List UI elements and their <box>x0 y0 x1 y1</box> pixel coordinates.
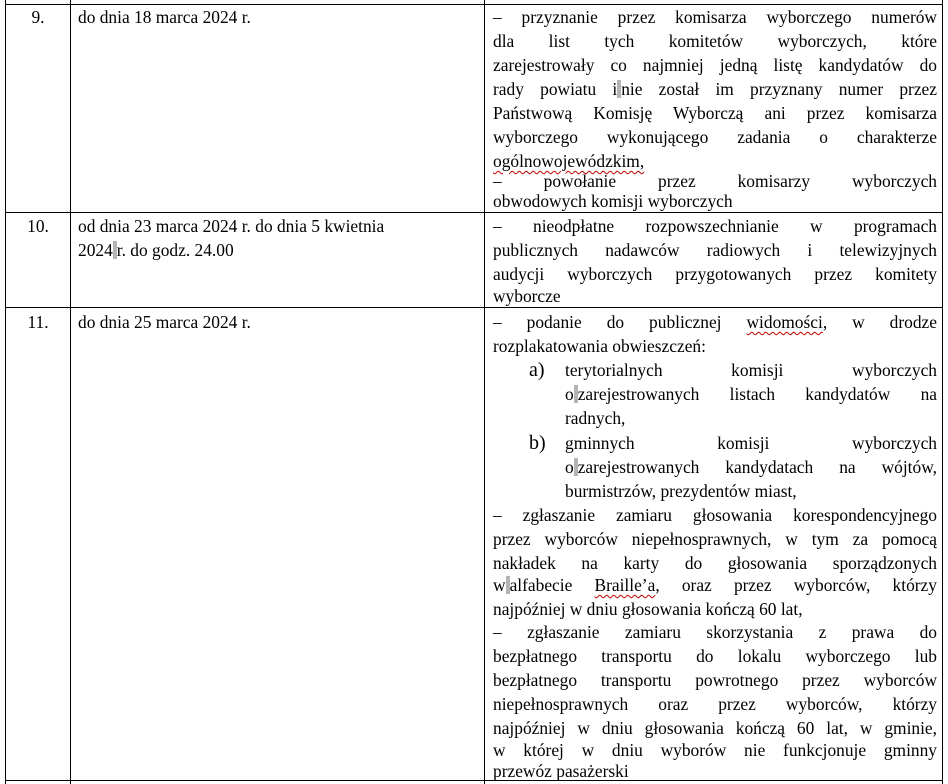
description-line: radnych, <box>565 408 626 428</box>
description-line: wyborczego wykonującego zadania o charakterze <box>493 127 937 147</box>
description-line: burmistrzów, prezydentów miast, <box>565 481 797 501</box>
description-line: obwodowych komisji wyborczych <box>493 191 733 211</box>
column-divider <box>70 0 71 784</box>
description-line: publicznych nadawców radiowych i telewizyjnych <box>493 240 937 260</box>
text-fragment: 2024 <box>78 240 113 260</box>
text-fragment: r. do godz. 24.00 <box>116 240 234 260</box>
text-fragment: nie został im przyznany numer przez <box>621 79 937 99</box>
description-line <box>565 455 937 479</box>
row-date <box>78 238 234 262</box>
text-fragment: , oraz przez wyborców, którzy <box>655 575 937 595</box>
description-line: rozplakatowania obwieszczeń: <box>493 336 706 356</box>
description-line: gminnych komisji wyborczych <box>565 433 937 453</box>
description-line: wyborcze <box>493 286 561 306</box>
text-fragment: zarejestrowanych kandydatach na wójtów, <box>577 457 937 477</box>
row-date: do dnia 18 marca 2024 r. <box>78 7 251 27</box>
description-line: – nieodpłatne rozpowszechnianie w programach <box>493 216 937 236</box>
description-line <box>493 573 937 597</box>
text-fragment: rady powiatu i <box>493 79 618 99</box>
text-fragment: , w drodze <box>822 312 937 332</box>
description-line: zarejestrowały co najmniej jedną listę kandydatów do <box>493 55 937 75</box>
description-line: Państwową Komisję Wyborczą ani przez komisarza <box>493 103 937 123</box>
description-line: niepełnosprawnych oraz przez wyborców, którzy <box>493 694 937 714</box>
text-fragment: zarejestrowanych listach kandydatów na <box>577 384 937 404</box>
description-line <box>493 77 937 101</box>
spellcheck-word: Braille’a <box>594 575 656 595</box>
description-line <box>493 310 937 334</box>
description-line: – zgłaszanie zamiaru skorzystania z prawa do <box>493 622 937 642</box>
description-line: bezpłatnego transportu do lokalu wyborczego lub <box>493 646 937 666</box>
list-marker: a) <box>529 359 545 381</box>
text-fragment: w <box>493 575 506 595</box>
row-number: 11. <box>27 312 49 332</box>
row-divider <box>5 307 943 308</box>
description-line: w której w dniu wyborów nie funkcjonuje gminny <box>493 740 937 760</box>
description-line: terytorialnych komisji wyborczych <box>565 360 937 380</box>
text-fragment: o <box>565 457 574 477</box>
text-fragment: – podanie do publicznej <box>493 312 722 332</box>
row-number: 9. <box>31 7 45 27</box>
row-divider <box>5 212 943 213</box>
description-line <box>565 382 937 406</box>
row-date: do dnia 25 marca 2024 r. <box>78 312 251 332</box>
text-fragment: o <box>565 384 574 404</box>
description-line: – zgłaszanie zamiaru głosowania korespondencyjnego <box>493 505 937 525</box>
description-line: przez wyborców niepełnosprawnych, w tym za pomocą <box>493 529 937 549</box>
row-divider <box>5 780 943 781</box>
description-line: – powołanie przez komisarzy wyborczych <box>493 171 937 191</box>
description-line: najpóźniej w dniu głosowania kończą 60 lat, <box>493 599 803 619</box>
description-line: – przyznanie przez komisarza wyborczego numerów <box>493 7 937 27</box>
column-divider <box>5 0 6 784</box>
spellcheck-word: ogólnowojewódzkim, <box>493 151 645 171</box>
description-line: bezpłatnego transportu powrotnego przez wyborców <box>493 670 937 690</box>
row-date: od dnia 23 marca 2024 r. do dnia 5 kwietnia <box>78 216 385 236</box>
row-number: 10. <box>27 216 49 236</box>
list-marker: b) <box>529 432 546 454</box>
spellcheck-word: widomości <box>746 312 823 332</box>
description-line: najpóźniej w dniu głosowania kończą 60 lat, w gminie, <box>493 718 937 738</box>
text-fragment: alfabecie <box>509 575 573 595</box>
description-line: dla list tych komitetów wyborczych, które <box>493 31 937 51</box>
description-line: przewóz pasażerski <box>493 761 629 781</box>
column-divider <box>942 0 943 784</box>
description-line: audycji wyborczych przygotowanych przez komitety <box>493 264 937 284</box>
column-divider <box>484 0 485 784</box>
description-line: nakładek na karty do głosowania sporządzonych <box>493 553 937 573</box>
